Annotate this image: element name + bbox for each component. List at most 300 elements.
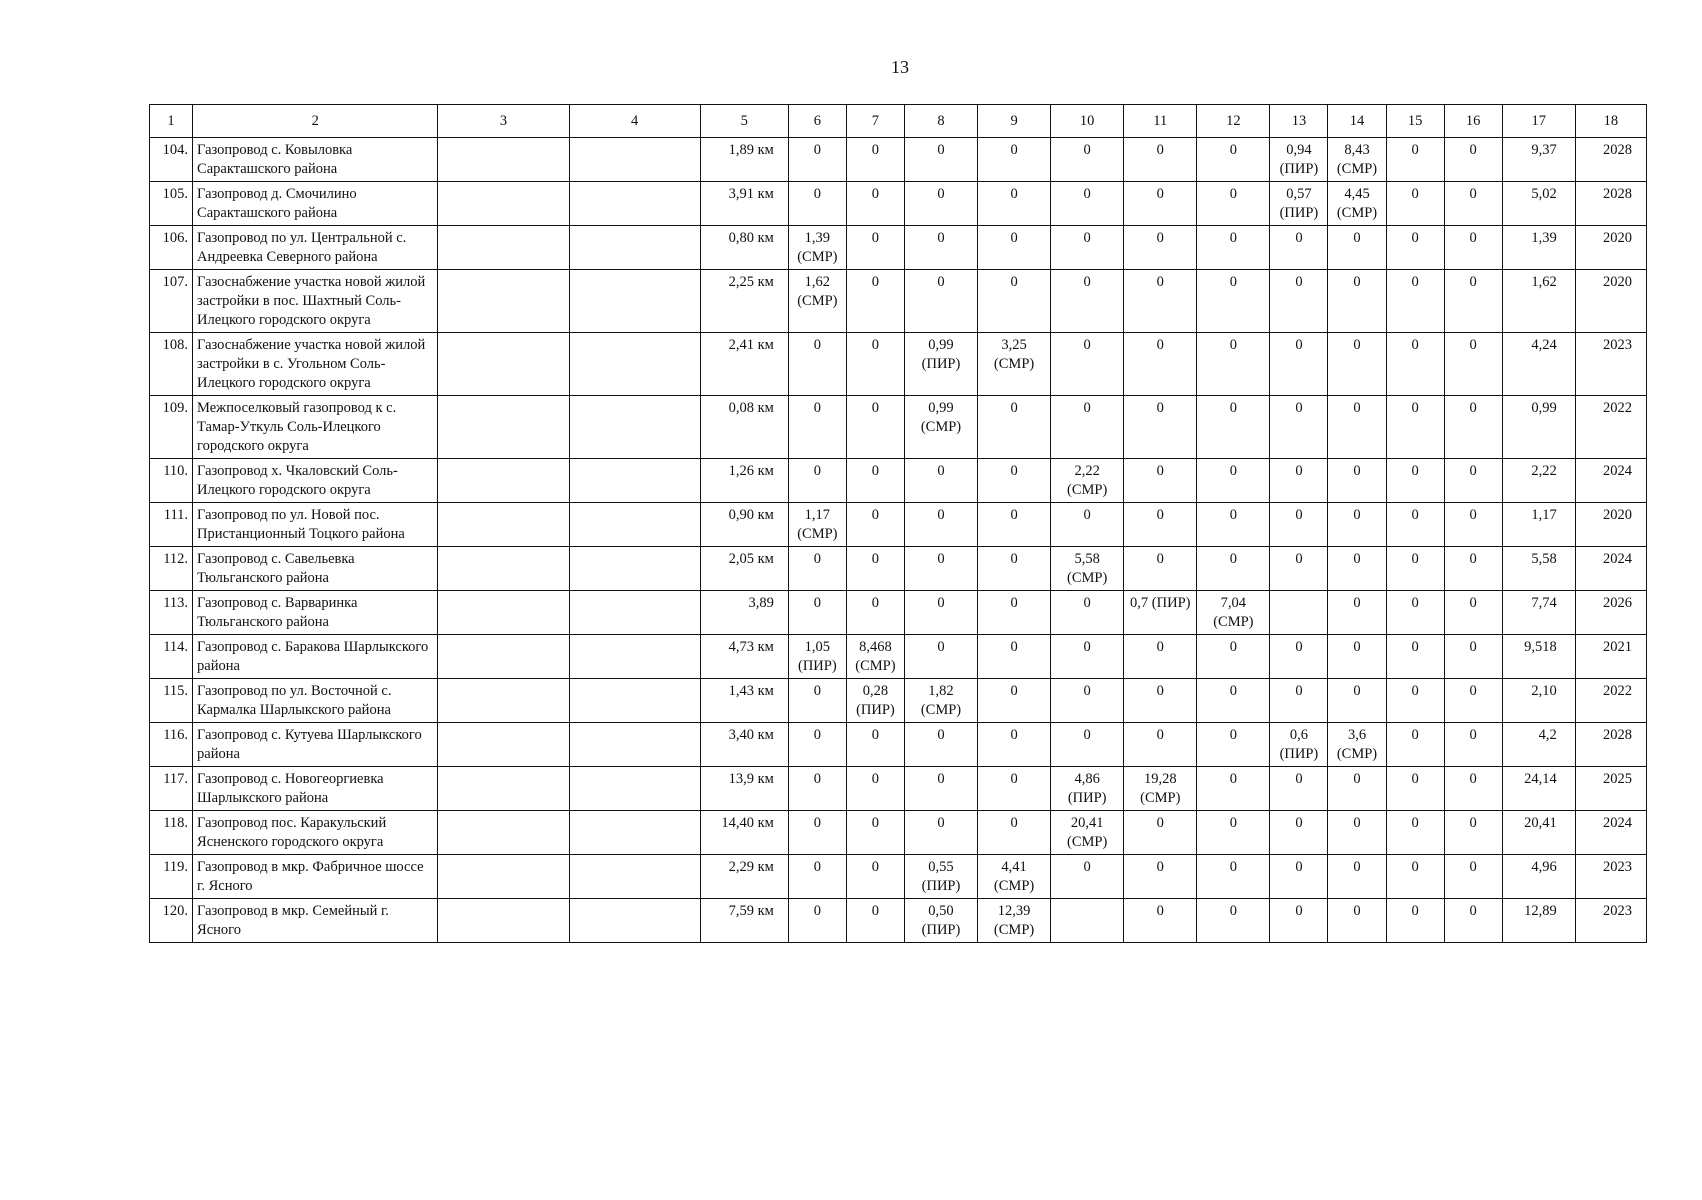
cell-n: 105. — [150, 182, 193, 226]
cell-c17: 2,22 — [1502, 459, 1575, 503]
cell-c14: 0 — [1328, 591, 1386, 635]
cell-c18: 2021 — [1575, 635, 1646, 679]
cell-c8: 0 — [904, 547, 977, 591]
cell-c8: 0 — [904, 503, 977, 547]
cell-c4 — [569, 270, 700, 333]
cell-c4 — [569, 591, 700, 635]
cell-c14: 0 — [1328, 855, 1386, 899]
cell-c7: 0 — [846, 182, 904, 226]
cell-c7: 0 — [846, 459, 904, 503]
cell-c14: 0 — [1328, 679, 1386, 723]
cell-c4 — [569, 459, 700, 503]
cell-c12: 0 — [1197, 226, 1270, 270]
cell-c8: 0 — [904, 270, 977, 333]
cell-c17: 1,62 — [1502, 270, 1575, 333]
cell-c13: 0 — [1270, 679, 1328, 723]
column-header-6: 6 — [788, 105, 846, 138]
table-row — [150, 459, 1647, 503]
cell-c12: 7,04 (СМР) — [1197, 591, 1270, 635]
column-header-15: 15 — [1386, 105, 1444, 138]
cell-c4 — [569, 503, 700, 547]
cell-c4 — [569, 855, 700, 899]
cell-c16: 0 — [1444, 547, 1502, 591]
cell-c7: 0 — [846, 547, 904, 591]
table-body — [150, 138, 1647, 943]
cell-c16: 0 — [1444, 811, 1502, 855]
cell-c10: 0 — [1051, 723, 1124, 767]
cell-c6: 0 — [788, 679, 846, 723]
cell-c18: 2024 — [1575, 547, 1646, 591]
cell-name: Газопровод с. Новогеоргиевка Шарлыкского района — [193, 767, 438, 811]
cell-c11: 0 — [1124, 270, 1197, 333]
cell-c5: 2,05 км — [700, 547, 788, 591]
cell-c4 — [569, 226, 700, 270]
column-header-14: 14 — [1328, 105, 1386, 138]
cell-c10 — [1051, 899, 1124, 943]
cell-c14: 0 — [1328, 811, 1386, 855]
cell-c13: 0 — [1270, 547, 1328, 591]
cell-n: 115. — [150, 679, 193, 723]
cell-c6: 1,39 (СМР) — [788, 226, 846, 270]
cell-c17: 5,58 — [1502, 547, 1575, 591]
cell-c9: 0 — [978, 459, 1051, 503]
cell-c7: 0 — [846, 138, 904, 182]
cell-c14: 0 — [1328, 333, 1386, 396]
cell-c16: 0 — [1444, 333, 1502, 396]
cell-c18: 2023 — [1575, 899, 1646, 943]
table-row — [150, 635, 1647, 679]
cell-c18: 2028 — [1575, 182, 1646, 226]
cell-c3 — [438, 459, 569, 503]
cell-c15: 0 — [1386, 459, 1444, 503]
cell-c7: 0 — [846, 333, 904, 396]
cell-c10: 2,22 (СМР) — [1051, 459, 1124, 503]
cell-c11: 0 — [1124, 182, 1197, 226]
cell-c16: 0 — [1444, 503, 1502, 547]
cell-c11: 19,28 (СМР) — [1124, 767, 1197, 811]
cell-c18: 2024 — [1575, 459, 1646, 503]
cell-c8: 0 — [904, 226, 977, 270]
cell-c5: 0,08 км — [700, 396, 788, 459]
column-header-9: 9 — [978, 105, 1051, 138]
cell-c18: 2026 — [1575, 591, 1646, 635]
cell-c9: 0 — [978, 547, 1051, 591]
cell-c13: 0 — [1270, 899, 1328, 943]
cell-c12: 0 — [1197, 138, 1270, 182]
cell-c17: 7,74 — [1502, 591, 1575, 635]
cell-c3 — [438, 396, 569, 459]
cell-c12: 0 — [1197, 547, 1270, 591]
cell-c5: 3,40 км — [700, 723, 788, 767]
cell-c17: 4,24 — [1502, 333, 1575, 396]
table-row — [150, 547, 1647, 591]
cell-c11: 0 — [1124, 811, 1197, 855]
cell-c12: 0 — [1197, 270, 1270, 333]
cell-c16: 0 — [1444, 396, 1502, 459]
cell-c4 — [569, 767, 700, 811]
cell-c7: 0 — [846, 811, 904, 855]
column-header-7: 7 — [846, 105, 904, 138]
cell-c13: 0,94 (ПИР) — [1270, 138, 1328, 182]
cell-c16: 0 — [1444, 459, 1502, 503]
cell-c15: 0 — [1386, 899, 1444, 943]
cell-c10: 0 — [1051, 855, 1124, 899]
cell-c15: 0 — [1386, 767, 1444, 811]
cell-c5: 0,90 км — [700, 503, 788, 547]
cell-c11: 0 — [1124, 855, 1197, 899]
cell-c8: 0 — [904, 138, 977, 182]
cell-c11: 0 — [1124, 459, 1197, 503]
cell-c17: 0,99 — [1502, 396, 1575, 459]
cell-c6: 1,17 (СМР) — [788, 503, 846, 547]
cell-c17: 4,96 — [1502, 855, 1575, 899]
table-row — [150, 138, 1647, 182]
cell-c10: 4,86 (ПИР) — [1051, 767, 1124, 811]
cell-c15: 0 — [1386, 811, 1444, 855]
cell-c6: 0 — [788, 396, 846, 459]
cell-name: Газопровод по ул. Центральной с. Андреевка Северного района — [193, 226, 438, 270]
cell-c9: 0 — [978, 767, 1051, 811]
cell-c9: 0 — [978, 723, 1051, 767]
page-number: 13 — [891, 57, 909, 77]
cell-c11: 0 — [1124, 503, 1197, 547]
cell-c9: 0 — [978, 635, 1051, 679]
cell-c4 — [569, 723, 700, 767]
cell-c7: 0 — [846, 503, 904, 547]
cell-c4 — [569, 899, 700, 943]
cell-c7: 0 — [846, 226, 904, 270]
cell-c12: 0 — [1197, 635, 1270, 679]
cell-c11: 0 — [1124, 333, 1197, 396]
cell-c6: 0 — [788, 138, 846, 182]
cell-c14: 0 — [1328, 503, 1386, 547]
cell-c10: 0 — [1051, 138, 1124, 182]
cell-c3 — [438, 811, 569, 855]
column-header-18: 18 — [1575, 105, 1646, 138]
cell-name: Газоснабжение участка новой жилой застройки в с. Угольном Соль-Илецкого городского округа — [193, 333, 438, 396]
cell-c13: 0 — [1270, 270, 1328, 333]
table-row — [150, 226, 1647, 270]
cell-c12: 0 — [1197, 459, 1270, 503]
cell-c13: 0,57 (ПИР) — [1270, 182, 1328, 226]
cell-c12: 0 — [1197, 723, 1270, 767]
cell-c5: 1,89 км — [700, 138, 788, 182]
cell-c9: 4,41 (СМР) — [978, 855, 1051, 899]
cell-c7: 0 — [846, 855, 904, 899]
cell-name: Газопровод д. Смочилино Саракташского района — [193, 182, 438, 226]
cell-n: 111. — [150, 503, 193, 547]
cell-c5: 7,59 км — [700, 899, 788, 943]
cell-c12: 0 — [1197, 767, 1270, 811]
cell-c12: 0 — [1197, 679, 1270, 723]
cell-c4 — [569, 679, 700, 723]
cell-name: Газопровод по ул. Восточной с. Кармалка Шарлыкского района — [193, 679, 438, 723]
column-header-12: 12 — [1197, 105, 1270, 138]
cell-name: Межпоселковый газопровод к с. Тамар-Уткуль Соль-Илецкого городского округа — [193, 396, 438, 459]
cell-n: 104. — [150, 138, 193, 182]
cell-c13: 0,6 (ПИР) — [1270, 723, 1328, 767]
cell-c7: 0 — [846, 270, 904, 333]
cell-c9: 0 — [978, 226, 1051, 270]
cell-c15: 0 — [1386, 855, 1444, 899]
column-header-13: 13 — [1270, 105, 1328, 138]
cell-c6: 0 — [788, 591, 846, 635]
cell-c9: 0 — [978, 138, 1051, 182]
table-row — [150, 767, 1647, 811]
cell-c7: 0 — [846, 591, 904, 635]
cell-c12: 0 — [1197, 899, 1270, 943]
cell-c17: 5,02 — [1502, 182, 1575, 226]
cell-c17: 12,89 — [1502, 899, 1575, 943]
cell-c5: 4,73 км — [700, 635, 788, 679]
cell-c5: 14,40 км — [700, 811, 788, 855]
cell-c8: 0 — [904, 723, 977, 767]
cell-c16: 0 — [1444, 270, 1502, 333]
cell-name: Газопровод в мкр. Семейный г. Ясного — [193, 899, 438, 943]
gas-pipeline-table — [149, 104, 1647, 943]
cell-c16: 0 — [1444, 635, 1502, 679]
cell-c3 — [438, 767, 569, 811]
cell-c10: 0 — [1051, 591, 1124, 635]
cell-c3 — [438, 679, 569, 723]
cell-c8: 0,55 (ПИР) — [904, 855, 977, 899]
cell-c12: 0 — [1197, 182, 1270, 226]
cell-c18: 2028 — [1575, 723, 1646, 767]
cell-c11: 0,7 (ПИР) — [1124, 591, 1197, 635]
cell-c11: 0 — [1124, 138, 1197, 182]
cell-c10: 0 — [1051, 635, 1124, 679]
cell-name: Газопровод по ул. Новой пос. Пристанционный Тоцкого района — [193, 503, 438, 547]
cell-c14: 0 — [1328, 767, 1386, 811]
cell-c10: 0 — [1051, 503, 1124, 547]
cell-c5: 3,89 — [700, 591, 788, 635]
cell-c4 — [569, 333, 700, 396]
cell-c10: 0 — [1051, 182, 1124, 226]
cell-c10: 5,58 (СМР) — [1051, 547, 1124, 591]
cell-c13: 0 — [1270, 635, 1328, 679]
cell-c5: 13,9 км — [700, 767, 788, 811]
cell-n: 116. — [150, 723, 193, 767]
table-row — [150, 333, 1647, 396]
cell-c14: 4,45 (СМР) — [1328, 182, 1386, 226]
cell-c16: 0 — [1444, 767, 1502, 811]
cell-c14: 0 — [1328, 226, 1386, 270]
cell-c16: 0 — [1444, 723, 1502, 767]
cell-c14: 0 — [1328, 270, 1386, 333]
cell-c12: 0 — [1197, 811, 1270, 855]
cell-c4 — [569, 635, 700, 679]
cell-n: 107. — [150, 270, 193, 333]
cell-c3 — [438, 270, 569, 333]
cell-c11: 0 — [1124, 723, 1197, 767]
cell-c3 — [438, 333, 569, 396]
cell-c8: 0 — [904, 635, 977, 679]
cell-c15: 0 — [1386, 396, 1444, 459]
cell-c11: 0 — [1124, 226, 1197, 270]
cell-name: Газоснабжение участка новой жилой застройки в пос. Шахтный Соль-Илецкого городского округа — [193, 270, 438, 333]
column-header-4: 4 — [569, 105, 700, 138]
cell-c12: 0 — [1197, 503, 1270, 547]
table-row — [150, 503, 1647, 547]
cell-c13: 0 — [1270, 811, 1328, 855]
column-header-3: 3 — [438, 105, 569, 138]
cell-c8: 0 — [904, 591, 977, 635]
cell-c5: 2,29 км — [700, 855, 788, 899]
cell-c9: 0 — [978, 270, 1051, 333]
cell-c8: 0,50 (ПИР) — [904, 899, 977, 943]
cell-c3 — [438, 182, 569, 226]
cell-c13: 0 — [1270, 396, 1328, 459]
cell-c10: 0 — [1051, 270, 1124, 333]
cell-c3 — [438, 503, 569, 547]
cell-c9: 0 — [978, 591, 1051, 635]
cell-c6: 0 — [788, 855, 846, 899]
cell-c16: 0 — [1444, 855, 1502, 899]
cell-n: 112. — [150, 547, 193, 591]
cell-c16: 0 — [1444, 138, 1502, 182]
column-header-17: 17 — [1502, 105, 1575, 138]
cell-c17: 20,41 — [1502, 811, 1575, 855]
cell-c13: 0 — [1270, 855, 1328, 899]
cell-c14: 0 — [1328, 547, 1386, 591]
cell-c14: 0 — [1328, 899, 1386, 943]
cell-c5: 0,80 км — [700, 226, 788, 270]
cell-c8: 0,99 (ПИР) — [904, 333, 977, 396]
cell-n: 106. — [150, 226, 193, 270]
cell-c6: 0 — [788, 811, 846, 855]
cell-c17: 1,39 — [1502, 226, 1575, 270]
cell-c12: 0 — [1197, 396, 1270, 459]
cell-c14: 3,6 (СМР) — [1328, 723, 1386, 767]
cell-c18: 2028 — [1575, 138, 1646, 182]
column-header-2: 2 — [193, 105, 438, 138]
cell-c9: 0 — [978, 811, 1051, 855]
cell-c5: 1,43 км — [700, 679, 788, 723]
cell-c8: 0 — [904, 182, 977, 226]
cell-c8: 1,82 (СМР) — [904, 679, 977, 723]
cell-c6: 0 — [788, 767, 846, 811]
cell-c14: 0 — [1328, 635, 1386, 679]
cell-name: Газопровод с. Баракова Шарлыкского района — [193, 635, 438, 679]
cell-c15: 0 — [1386, 503, 1444, 547]
cell-c17: 24,14 — [1502, 767, 1575, 811]
cell-c11: 0 — [1124, 679, 1197, 723]
cell-c6: 1,62 (СМР) — [788, 270, 846, 333]
cell-c18: 2020 — [1575, 503, 1646, 547]
cell-c7: 0 — [846, 899, 904, 943]
cell-name: Газопровод с. Варваринка Тюльганского района — [193, 591, 438, 635]
cell-c15: 0 — [1386, 635, 1444, 679]
cell-c7: 8,468 (СМР) — [846, 635, 904, 679]
cell-c15: 0 — [1386, 547, 1444, 591]
table-row — [150, 591, 1647, 635]
cell-c9: 0 — [978, 182, 1051, 226]
cell-c7: 0 — [846, 767, 904, 811]
cell-c3 — [438, 547, 569, 591]
cell-c18: 2024 — [1575, 811, 1646, 855]
cell-c4 — [569, 396, 700, 459]
cell-name: Газопровод пос. Каракульский Ясненского городского округа — [193, 811, 438, 855]
cell-c6: 0 — [788, 182, 846, 226]
table-row — [150, 396, 1647, 459]
cell-c5: 2,41 км — [700, 333, 788, 396]
table-row — [150, 811, 1647, 855]
cell-c6: 0 — [788, 547, 846, 591]
cell-c9: 0 — [978, 679, 1051, 723]
cell-c3 — [438, 635, 569, 679]
cell-c18: 2023 — [1575, 855, 1646, 899]
cell-c6: 1,05 (ПИР) — [788, 635, 846, 679]
cell-name: Газопровод с. Ковыловка Саракташского района — [193, 138, 438, 182]
header-row — [150, 105, 1647, 138]
cell-c11: 0 — [1124, 547, 1197, 591]
cell-name: Газопровод с. Савельевка Тюльганского района — [193, 547, 438, 591]
cell-c13: 0 — [1270, 226, 1328, 270]
cell-c16: 0 — [1444, 899, 1502, 943]
column-header-11: 11 — [1124, 105, 1197, 138]
cell-c15: 0 — [1386, 333, 1444, 396]
cell-c9: 12,39 (СМР) — [978, 899, 1051, 943]
cell-n: 117. — [150, 767, 193, 811]
cell-c9: 0 — [978, 396, 1051, 459]
cell-c18: 2022 — [1575, 396, 1646, 459]
cell-c15: 0 — [1386, 226, 1444, 270]
column-header-8: 8 — [904, 105, 977, 138]
cell-c3 — [438, 723, 569, 767]
column-header-16: 16 — [1444, 105, 1502, 138]
cell-name: Газопровод в мкр. Фабричное шоссе г. Ясного — [193, 855, 438, 899]
cell-name: Газопровод с. Кутуева Шарлыкского района — [193, 723, 438, 767]
cell-c3 — [438, 855, 569, 899]
table-row — [150, 270, 1647, 333]
cell-c15: 0 — [1386, 138, 1444, 182]
cell-c8: 0,99 (СМР) — [904, 396, 977, 459]
cell-n: 118. — [150, 811, 193, 855]
cell-c18: 2022 — [1575, 679, 1646, 723]
cell-c13: 0 — [1270, 459, 1328, 503]
cell-c6: 0 — [788, 899, 846, 943]
cell-c8: 0 — [904, 459, 977, 503]
table-row — [150, 182, 1647, 226]
cell-c14: 0 — [1328, 459, 1386, 503]
cell-c5: 2,25 км — [700, 270, 788, 333]
cell-n: 113. — [150, 591, 193, 635]
cell-c11: 0 — [1124, 635, 1197, 679]
cell-c17: 9,518 — [1502, 635, 1575, 679]
cell-c3 — [438, 591, 569, 635]
cell-c14: 0 — [1328, 396, 1386, 459]
column-header-5: 5 — [700, 105, 788, 138]
cell-c10: 20,41 (СМР) — [1051, 811, 1124, 855]
cell-c11: 0 — [1124, 396, 1197, 459]
cell-c17: 4,2 — [1502, 723, 1575, 767]
cell-c9: 0 — [978, 503, 1051, 547]
cell-c5: 3,91 км — [700, 182, 788, 226]
cell-n: 119. — [150, 855, 193, 899]
cell-n: 110. — [150, 459, 193, 503]
cell-c17: 1,17 — [1502, 503, 1575, 547]
column-header-1: 1 — [150, 105, 193, 138]
cell-c7: 0,28 (ПИР) — [846, 679, 904, 723]
cell-c7: 0 — [846, 723, 904, 767]
cell-c18: 2023 — [1575, 333, 1646, 396]
cell-c14: 8,43 (СМР) — [1328, 138, 1386, 182]
cell-c15: 0 — [1386, 723, 1444, 767]
cell-c3 — [438, 899, 569, 943]
cell-c16: 0 — [1444, 182, 1502, 226]
cell-c12: 0 — [1197, 333, 1270, 396]
cell-c16: 0 — [1444, 226, 1502, 270]
